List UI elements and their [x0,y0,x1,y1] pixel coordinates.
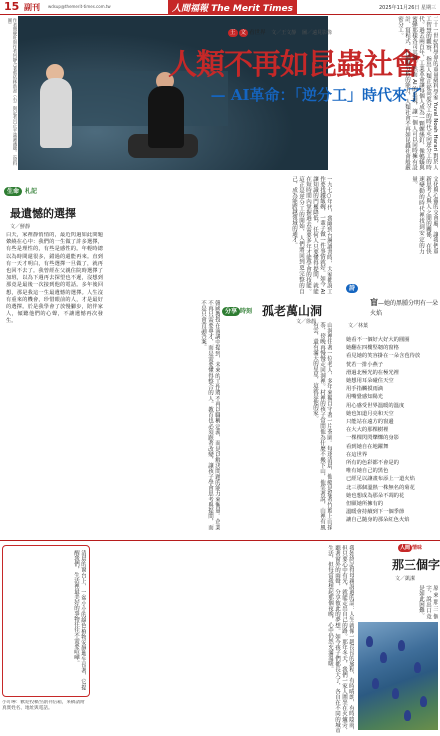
iris-flower [392,688,399,699]
poem-line: 她想用耳朵碰住天空 [346,378,394,385]
poem-subtitle: —她的黑腫分明有一朵火焰 [370,300,439,317]
poem-line: 只能站在遠方的窗邊 [346,419,394,426]
poem-line: 讓自己隨身的那朵紅色火焰 [346,517,410,524]
iris-flower [420,696,427,707]
mid-article-author: 文／徐靜 [296,319,317,325]
section-name: 副刊 [24,3,40,12]
main-headline: 人類不再如昆蟲社會 [167,47,420,81]
poem-line: 恍若一排小燕子 [346,361,384,368]
iris-flower [380,652,387,663]
poem-line: 唯有她自己的黑色 [346,468,389,475]
feature-tag [228,28,332,36]
poem-line: 在這世界 [346,451,368,458]
email-link[interactable]: wdsup@themerit-times.com.tw [48,4,111,9]
page-number: 15 [4,0,20,13]
iris-flower [414,662,421,673]
mid-article-title: 孤老萬山洞 [262,304,323,318]
tag-char-1: 王 [230,30,236,36]
feature-body-right: 文化與心靈的交會處，讓我們重新思考人與人之間的關係，在快速變動的時代裡找到安定的力量。 [411,176,438,254]
tag-label: 看世界 [249,30,266,36]
newspaper-logo: 人間福報 The Merit Times [168,0,297,15]
poem-line: 用手指觸摸雨滴 [346,386,384,393]
poem-line: 用嘴覺感知陽光 [346,394,384,401]
mid-article-tag [222,306,252,315]
poem-line: 北三那個溫熱一株無名的菊花 [346,484,415,491]
photo-caption: 作者簡慶旺與作者何靜合著蔡依林新書（右）與記者呂正平談論議題。（資料圖） [7,18,17,166]
poem-line: 她看不一個好大好大的圓圈 [346,337,410,343]
page-header [0,0,440,15]
poem-body [346,336,436,528]
bottom-right-author: 文／凱潔 [395,576,416,582]
iris-flower [398,640,405,651]
feature-byline: 文／王文靜 [271,30,297,36]
bottom-right-title: 那三個字 [392,558,440,572]
poem-line: 她翻在四樓堅韌的窗格 [346,345,399,352]
poem-line: 但願她所擁有的 [346,501,384,508]
poem-line: 看到她自在地躍舞 [346,443,389,450]
feature-body-middle: 一九七○年代，我剛到台灣讀書時，大家都說工作要找鐵飯碗，一輩子做一件事情就好。如今 AI 讓知識的門檻降低，任何人只要懂得提問，就能在短時間內掌握過去需要多年才能學會的技能。這正是逆分工的開始，人們將回到更完整的自己，成為能跨越領域的通才。 [291,176,332,294]
bottom-tag-label: 情味 [412,545,423,551]
poem-tag [346,283,358,292]
iris-flower [366,636,373,647]
bottom-right-tag [398,544,422,551]
speaker-figure [40,78,72,148]
bottom-middle-text: 我始終記得母親說過的話：人生就像一趟長長的旅程，有時晴朗，有時陰雨，但只要心中有光，就能走出自己的路。那年冬天，我們一家人圍坐在火爐旁，聽著窗外的雨聲，分享彼此的夢想。如今孩子們都長大了，各自在不同的城市生活，但每當我想起那個夜晚，心中仍然充滿溫暖。 [327,545,354,733]
left-article-body: 白天，家裡靜悄悄的，最近閃過如此問題縈繞在心中：我們的一生做了許多選擇，有些是理性的，有些是感性的。年輕時總以為時間還很多，錯過的還能再來。直到有一天才明白，有些選擇一旦做了，就再也回不去了。我曾經在父親住院時選擇了加班，以為下週再去探望也不遲，沒想到那竟是最後一次接到他的電話。多年後回想，那是我這一生最遺憾的選擇。人生沒有重來的機會，珍惜眼前的人，才是最好的選擇。於是我學會了放慢腳步，陪伴家人，傾聽他們的心聲，不讓遺憾再次發生。 [6,232,103,325]
poem-tag-badge: 詩 [346,284,358,293]
bottom-tag-badge: 人間 [400,545,411,551]
sub-headline: — AI革命：「逆分工」時代來了 [210,86,422,104]
iris-painting [358,622,438,730]
poem-line: 在大大的那棵樹裡 [346,427,389,434]
bottom-note: 小叮嚀：歡迎投稿至副刊信箱，來稿請附真實姓名、地址與電話。 [2,700,85,711]
poem-line: 看見她的笑容掛在一朵含苞待放 [346,353,421,360]
poem-title [370,297,440,317]
feature-body-lower: 韓國教授在演講中提到，未來的工作將不再以職稱定義，而是以解決問題的能力來衡量。企業不再只需要專才，而是需要懂得整合的人。教育也必須跟著改變，讓孩子學會思考與提問，而不是只會背誦答案。 [200,300,220,530]
mid-article-body: 山洞裡住著一位老人，多年來獨自守著一片茶園。每逢清晨，他總是提著竹籃上山採茶，傍晚再慢慢走回洞裡。村裡的孩子常問他為什麼不搬下山，他笑著說，山裡有風有雲，還有滿天的星星，這就是他的家。 [312,322,332,530]
left-tag-badge: 生命 [4,187,22,196]
bottom-left-text: 清晨的窗台上，一盆小小的綠色植物安靜地生長著，它提醒我們，生活裡最美好的事物往往不需要喧嘩。 [73,550,86,690]
poem-line: 已經足以讓畫布添上一道火焰 [346,476,415,483]
iris-flower [404,710,411,721]
issue-date: 2025年11月26日 星期三 [378,5,436,11]
iris-flower [372,678,379,689]
feature-credit: 圖／遠見影像 [302,30,333,36]
left-tag-label: 札記 [25,188,38,195]
left-article-author: 文／鮮靜 [10,224,31,230]
poem-line: 她也想成為那朵不凋的花 [346,492,405,499]
bottom-right-text: 原來那三個字，說出口竟是如此困難。 [418,585,438,619]
poem-line: 溫暖會持續到下一個季節 [346,509,405,516]
left-article-title: 最遺憾的選擇 [10,207,76,220]
feature-body-top: 二十一世紀科學界的重量級科學家 Yuval Noah Harari 對於人工智慧的觀察，指出人類正從高度分工的時代走向逆分工的時代。過去兩百年，工業革命讓每個人成為一顆螺絲釘，像螞蟻與蜜蜂那樣各司其職。然而 AI 的出現，讓一個人可以同時擁有設計、寫程式、行銷與分析的能力，人類社會不再如昆蟲社會般嚴密分工。 [397,16,438,170]
mid-tag-label: 時刻 [240,308,253,315]
tag-char-2: 文 [240,30,247,36]
mid-tag-badge: 分享 [222,307,240,316]
poem-line: 滑過北極光的在極光裡 [346,369,399,376]
poem-line: 她也知道月亮和天空 [346,410,394,417]
poem-line: 用心感受世界溫暖的溫度 [346,402,405,409]
left-article-tag [4,186,40,195]
poem-title-main: 盲 [370,298,378,307]
poem-line: 所有的色彩都不會是的 [346,460,399,467]
poem-line: 一棵棵閃閃爍爍的身影 [346,435,399,442]
poem-author: 文／林葉 [348,323,369,329]
